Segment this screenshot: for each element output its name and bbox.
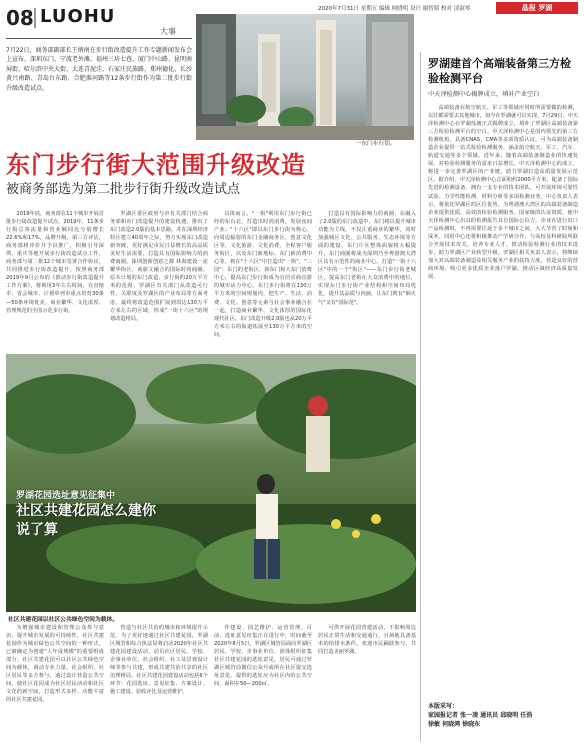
main-column-2 [110, 210, 208, 346]
main-column-4 [318, 210, 416, 346]
garden-col2-text: 营造与社区共治的城市和环境提升示范。为了更好地通过社区共建花园，罗湖区城管和综合执法局将启动2020年社区共建花园建设活动，动员社区居民、学校、企事业单位、社会组织、社工及景观设计师等参与共建，形成共建共治共享的社区治理格局。社区共建花园建设活动包括6个环节：花园选址、意见征集、方案设计、施工建设、验收评比及运营维护。 [110, 625, 208, 696]
intro-text: 7月22日，商务部副部长王炳南在步行街改造提升工作专题新闻发布会上宣布，深圳东门、宁波老外滩、福州三坊七巷、厦门中山路、昆明南屏街、哈尔滨中央大街、大连青泥洼、石家庄民族路、郑州德化、长沙黄兴南路、青岛台东路、合肥淮河路等12条步行街作为第二批步行街升级改造试点。 [6, 47, 193, 92]
top-photo-caption: 一东门步行街。 [355, 141, 396, 147]
garden-overlay-headline: 社区共建花园怎么建你说了算 [16, 503, 156, 538]
garden-col4-text: 可供开展花园营建活动，不影响周边居民正常生活和交通通行，且场地具备基本的给排水条件。欢迎市民踊跃参与，共同打造美丽罗湖。 [318, 625, 416, 656]
community-garden-photo [6, 354, 416, 612]
garden-col3-text: 作建设、园艺维护、运营管理。目前，选址意见征集正在进行中，时间截至2020年8月5日，罗湖区城管局面向罗湖区居民、学校、企事业单位、团体组织征集社区共建花园的选址意见。居民可通过罗湖区城管局微信公众号或所在社区提交选址意见，提供的选址应为社区内的公共空间，面积在50—200㎡。 [214, 625, 312, 688]
garden-column-2 [110, 624, 208, 744]
main-subheadline: 被商务部选为第二批步行街升级改造试点 [6, 182, 241, 197]
side-headline: 罗湖建首个高端装备第三方检验检测平台 [428, 57, 571, 85]
main-col2-text: 罗湖区委区政府与市有关部门结合商务部和市门改造提升的建设机遇，推出了东门改造2.0版的基本思路，并在深圳经济特区建立40周年之际，努力实现东门改造新突破，更好满足市民日益增长的高品质美好生活需要，打造具有国际影响力的消费商圈。深圳创新创意之都 林海建设一流繁华街区，商旅文融合的国际时尚商圈。原木计划的东门改造，步行街约20万平方米的范围，罗湖区有关部门从改造可行性、关联度及罗湖区的产业布局等方面考虑，最终将改造范围扩展到周边130万平方米左右的区域，形成"一街十六区"的规划改造格局。 [110, 211, 208, 322]
side-body-text: 高端装备在航空航天、军工等领域应用时所需要做的检测，以往都需要去其他城市，如今在罗湖就可以实现。7月29日，中天泽检测中心在罗湖莲塘正式揭牌成立，填补了罗湖区高端装备第三方检验检测平台的空白。中天泽检测中心是国内领先的第三方检测机构，具备CNAS、CMA等多项资质认证，可为高端装备制造企业提供一站式检验检测服务，涵盖航空航天、军工、汽车、轨道交通等多个领域。近年来，随着高端装备制造业的快速发展，对检验检测服务的需求日益增长。中天泽检测中心的成立，将进一步完善罗湖区的产业链，助力罗湖打造高质量发展示范区。据介绍，中天泽检测中心总面积约2000平方米，配备了国际先进的检测设备，拥有一支专业的技术团队，可开展环境可靠性试验、力学性能检测、材料分析等多项检测业务。中心负责人表示，将依托罗湖区的区位优势，为粤港澳大湾区的高端装备制造企业提供优质、高效的检验检测服务。国家级的认证资质，使中天泽检测中心出具的检测报告具有国际公信力，企业在进行出口产品检测时，不再需要往返于多个城市之间，大大节省了时间和成本。同时中心还将积极推动产学研合作，与高校及科研院所联合开展技术攻关，培养专业人才，推动检验检测行业的技术进步，助力罗湖区产业转型升级。罗湖区相关负责人表示，将继续加大对高端装备制造及相关服务产业的扶持力度，营造良好的营商环境，吸引更多优质企业落户罗湖，推动区域经济高质量发展。 [428, 105, 578, 280]
garden-col1-text: 为增强城市建设和管理公众参与意识，提升城市发展的可持续性，社区共建花园作为城市绿色公共空间的一种形式，已被确定为创建"人年成规模"的重要组成部分。社区共建花园可以社区公共绿色空间为载体，调动专业力量、社会组织、社区居民等多方参与，通过设计营造公共空间，使社区花园成为社区居民活动和社区文化的新空间，打造形式多样、功能丰富的社区共建花园。 [6, 625, 104, 704]
east-gate-street-photo [196, 14, 414, 140]
garden-column-3 [214, 624, 312, 744]
main-column-1 [6, 210, 104, 346]
brand-logo: 晶报 罗湖 [496, 2, 578, 14]
side-byline: 中天泽检测中心揭牌成立，填补产业空白 [428, 91, 540, 98]
header-divider [34, 8, 36, 28]
street-photo-illustration [196, 14, 414, 140]
garden-photo-caption: 社区共建花园以社区公共绿色空间为载体。 [8, 617, 119, 623]
column-name: 大事 [160, 27, 176, 36]
main-column-3 [214, 210, 312, 346]
garden-overlay-kicker: 罗湖花园选址意见征集中 [16, 491, 116, 501]
dateline: 2020年7月31日 星期五 编辑 柯晓明 设计 谢智韬 校对 凌淑琴 [318, 6, 471, 12]
main-col3-text: 具体而言，"一街"利用东门步行街已经的东台北，打造出时尚消费，发展夜间产业；"十六区"即以东门步行街为核心，向周边辐射的东门金融商务区，创意文化区等，文化旅游、文化消费、全程客户服务街区，以及东门新地标、东门新消费中心等，将在"十六区"中打造出"一街"，"三园"：东门的老街区、新东门和大东门消费中心，提高东门步行街成为宜居宜商宜游的城市活力中心。东门步行街将在130万平方米的空间规划内，把生产、生活、消费、文化、创意等元素与社会事业融合在一起，打造商业繁华，文化浓厚的国际化现代社区。东门改造升级2.0版也从20万平方米左右的街道拓展至130万平方米的空间。 [214, 211, 312, 338]
side-credits: 本版采写： 家园报记者 张一凌 通讯员 邱晓明 任浩 徐敏 何晓鸿 徐晓东 [428, 703, 533, 728]
header-rule [6, 38, 192, 39]
main-headline: 东门步行街大范围升级改造 [6, 151, 306, 179]
garden-column-1 [6, 624, 104, 744]
side-article-body [428, 104, 578, 690]
garden-photo-illustration [6, 354, 416, 612]
column-divider [420, 52, 421, 742]
section-name: LUOHU [40, 6, 116, 27]
main-col4-text: 打造具有国际影响力的商圈，在融入了2.0版的东门改造中，东门将以提升城市功能为主线，不仅注重商业的繁华，同时加强城区文化、公共服务、生态环境等方面的建设，东门片区整体面貌将大幅提升，东门商圈将成为深圳乃至粤港澳大湾区具有示范性的商业中心。打造"一街十六区"中的一个"街区"——东门步行街老城区，提高东门老街在大众消费中的地位，实现东门步行街产业结构和空间布局优化，提升其品质与内涵，让东门既有"烟火气"又有"国际范"。 [318, 211, 416, 306]
main-col1-text: 2019年底，商务部在11个城市开展首批步行街改造提升试点，2019年，11条步行街总客流量和营业额同比分别增长22.6%和17%，品牌升级，第三方评估，商务部将评价并予以推广，积极引导深圳、重庆等地开展步行街改造试点工作，商务部与第二批12个城市签署合作协议，共同推进步行街改造提升。按照商务部2019年9月公布的《推动步行街改造提升工作方案》，将利用3年左右时间，在直辖市、省会城市、计划单列市重点培育30条—50条环境优美、商业繁华、文化浓厚、管理规范的全国示范步行街。 [6, 211, 104, 314]
page-number: 08 [6, 6, 34, 30]
garden-column-4 [318, 624, 416, 744]
